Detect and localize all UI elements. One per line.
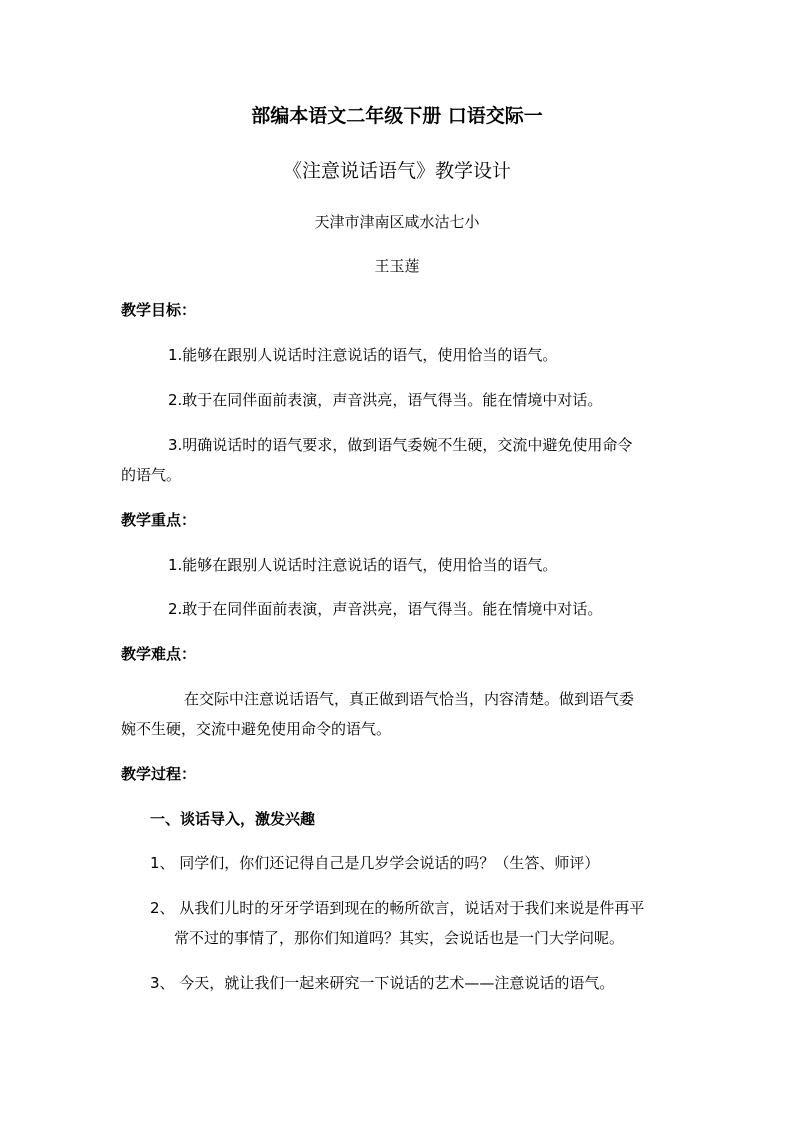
objective-item: 3.明确说话时的语气要求，做到语气委婉不生硬，交流中避免使用命令 [168, 436, 633, 454]
objective-item: 1.能够在跟别人说话时注意说话的语气，使用恰当的语气。 [168, 346, 558, 364]
process-item: 3、 今天，就让我们一起来研究一下说话的艺术——注意说话的语气。 [150, 974, 615, 992]
difficulties-text-continuation: 婉不生硬，交流中避免使用命令的语气。 [121, 720, 392, 738]
document-subtitle: 《注意说话语气》教学设计 [282, 160, 511, 182]
process-item: 2、 从我们儿时的牙牙学语到现在的畅所欲言，说话对于我们来说是件再平 [150, 899, 645, 917]
process-item-continuation: 常不过的事情了，那你们知道吗？其实，会说话也是一门大学问呢。 [174, 929, 625, 947]
key-point-item: 2.敢于在同伴面前表演，声音洪亮，语气得当。能在情境中对话。 [168, 600, 603, 618]
school-name: 天津市津南区咸水沽七小 [314, 213, 480, 231]
author-name: 王玉莲 [374, 257, 420, 275]
process-heading: 教学过程： [121, 765, 197, 783]
difficulties-heading: 教学难点： [121, 645, 197, 663]
difficulties-text: 在交际中注意说话语气，真正做到语气恰当，内容清楚。做到语气委 [184, 690, 635, 708]
key-points-heading: 教学重点： [121, 511, 197, 529]
objective-item: 2.敢于在同伴面前表演，声音洪亮，语气得当。能在情境中对话。 [168, 391, 603, 409]
objective-item-continuation: 的语气。 [121, 466, 182, 484]
process-item: 1、 同学们，你们还记得自己是几岁学会说话的吗？（生答、师评） [150, 854, 600, 872]
key-point-item: 1.能够在跟别人说话时注意说话的语气，使用恰当的语气。 [168, 556, 558, 574]
objectives-heading: 教学目标： [121, 301, 197, 319]
document-title: 部编本语文二年级下册 口语交际一 [251, 105, 543, 127]
process-section-title: 一、谈话导入，激发兴趣 [150, 810, 316, 828]
